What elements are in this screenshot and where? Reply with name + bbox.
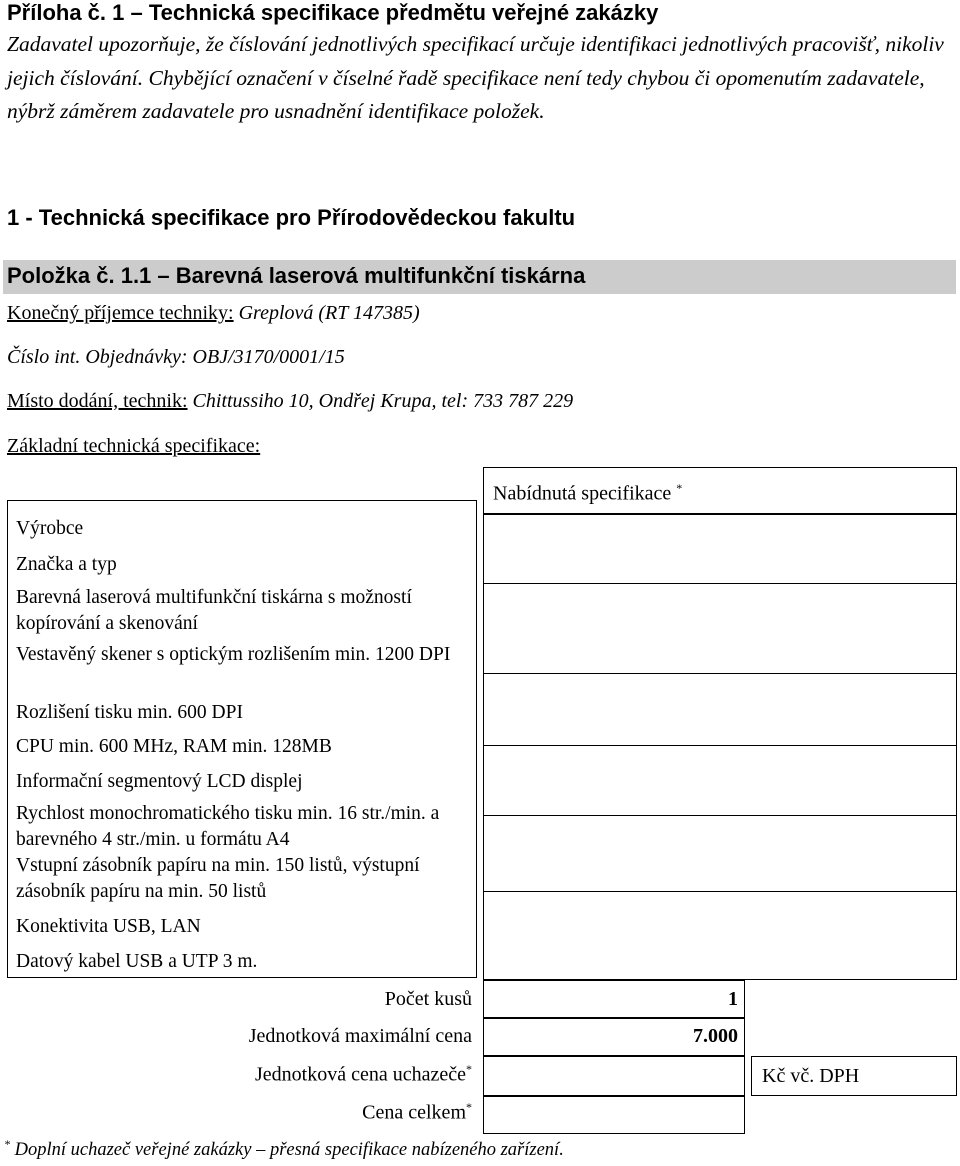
recipient-label: Konečný příjemce techniky: [7,302,234,324]
offer-column [483,514,957,980]
spec-heading: Základní technická specifikace: [7,435,261,457]
bid-price-label-text: Jednotková cena uchazeče [255,1063,466,1086]
offer-cell[interactable] [484,674,956,746]
spec-row: Značka a typ [16,554,117,575]
spec-row: Konektivita USB, LAN [16,916,201,937]
count-value: 1 [483,980,745,1018]
total-label [150,1100,472,1125]
spec-row: Rychlost monochromatického tisku min. 16 str./min. a barevného 4 str./min. u formátu A4 [16,803,440,850]
offer-cell[interactable] [484,746,956,816]
footnote [4,1137,564,1161]
bid-price-asterisk: * [466,1062,472,1076]
spec-row: Rozlišení tisku min. 600 DPI [16,702,243,723]
offer-cell[interactable] [484,816,956,892]
spec-row: Barevná laserová multifunkční tiskárna s možností kopírování a skenování [16,587,412,634]
spec-row: Vstupní zásobník papíru na min. 150 listů, výstupní zásobník papíru na min. 50 listů [16,855,420,902]
spec-row: Výrobce [16,518,84,539]
total-label-text: Cena celkem [362,1101,466,1124]
place-label: Místo dodání, technik: [7,390,188,412]
max-price-value: 7.000 [483,1018,745,1056]
document-title: Příloha č. 1 – Technická specifikace předmětu veřejné zakázky [7,0,659,25]
item-title: Položka č. 1.1 – Barevná laserová multifunkční tiskárna [7,263,586,288]
spec-row: Datový kabel USB a UTP 3 m. [16,951,258,972]
total-field[interactable] [483,1096,745,1134]
offer-header-label: Nabídnutá specifikace [493,482,672,505]
spec-column [7,500,477,978]
section-title: 1 - Technická specifikace pro Přírodovědeckou fakultu [7,205,576,230]
count-label: Počet kusů [384,988,472,1010]
place-line [7,390,573,413]
offer-cell[interactable] [484,892,956,979]
bid-price-label [150,1062,472,1087]
recipient-line [7,302,420,325]
total-asterisk: * [466,1100,472,1114]
footnote-mark: * [4,1137,10,1151]
order-label: Číslo int. Objednávky: [7,346,188,368]
max-price-label: Jednotková maximální cena [248,1025,472,1047]
order-line [7,346,345,369]
spec-row: CPU min. 600 MHz, RAM min. 128MB [16,736,332,757]
recipient-value: Greplová (RT 147385) [238,302,420,324]
place-value: Chittussiho 10, Ondřej Krupa, tel: 733 787 229 [192,390,574,412]
currency-note: Kč vč. DPH [751,1056,957,1096]
intro-paragraph: Zadavatel upozorňuje, že číslování jednotlivých specifikací určuje identifikaci jednotlivých pracovišť, nikoliv jejich číslování. Chybějící označení v číselné řadě specifikace není tedy chybou či opomenutím zadavatele, nýbrž záměrem zadavatele pro usnadnění identifikace položek. [7,32,944,123]
order-value: OBJ/3170/0001/15 [192,346,345,368]
footnote-text: Doplní uchazeč veřejné zakázky – přesná specifikace nabízeného zařízení. [14,1140,564,1161]
offer-header-asterisk: * [676,481,683,495]
offer-header [483,467,957,514]
offer-cell[interactable] [484,584,956,674]
bid-price-field[interactable] [483,1056,745,1096]
spec-row: Vestavěný skener s optickým rozlišením min. 1200 DPI [16,644,451,665]
spec-row: Informační segmentový LCD displej [16,771,303,792]
offer-cell[interactable] [484,515,956,584]
